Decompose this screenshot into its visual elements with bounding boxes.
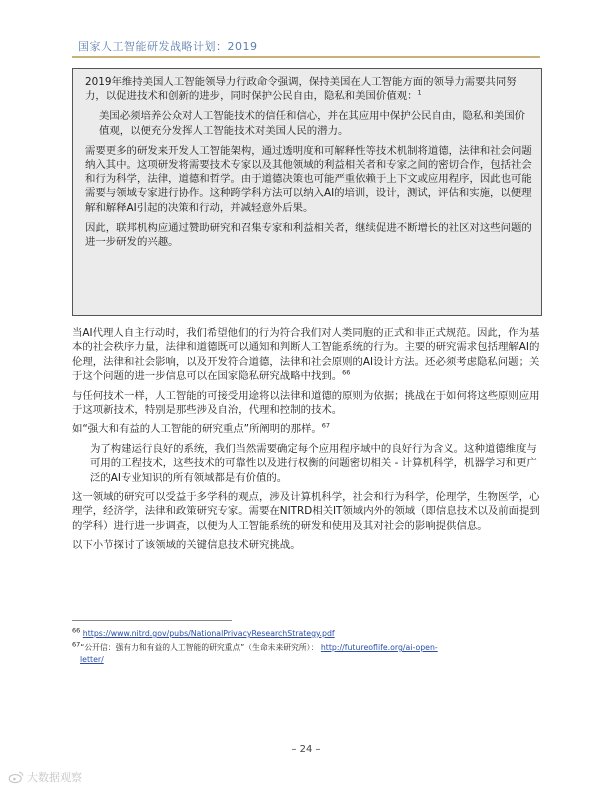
footnote-67-text: “公开信：强有力和有益的人工智能的研究重点”（生命未来研究所）： <box>80 643 319 652</box>
footnote-67-number: 67 <box>72 640 81 649</box>
callout-paragraph-3: 因此，联邦机构应通过赞助研究和召集专家和利益相关者，继续促进不断增长的社区对这些问题的进一步研发的兴趣。 <box>85 221 532 249</box>
footnote-66-link[interactable]: https://www.nitrd.gov/pubs/NationalPrivacyResearchStrategy.pdf <box>82 629 335 638</box>
footnotes <box>72 628 542 668</box>
footnote-67 <box>72 642 542 666</box>
callout-paragraph-2: 需要更多的研发来开发人工智能架构，通过透明度和可解释性等技术机制将道德，法律和社会问题纳入其中。这项研发将需要技术专家以及其他领域的利益相关者和专家之间的密切合作，包括社会和行为科学，法律，道德和哲学。由于道德决策也可能严重依赖于上下文或应用程序，因此也可能需要与领域专家进行协作。这种跨学科方法可以纳入AI的培训，设计，测试，评估和实施，以便理解和解释AI引起的决策和行动，并减轻意外后果。 <box>85 144 532 214</box>
page-number: – 24 – <box>291 744 321 755</box>
weibo-logo-icon <box>8 770 24 784</box>
body-paragraph-1 <box>72 326 542 384</box>
main-body <box>72 326 542 558</box>
footnote-66 <box>72 628 542 640</box>
footnote-66-number: 66 <box>72 626 81 635</box>
running-header: 国家人工智能研发战略计划：2019 <box>78 40 258 53</box>
footnote-67-link[interactable]: http://futureoflife.org/ai-open- <box>320 643 438 652</box>
body-paragraph-3 <box>72 422 542 436</box>
header-rule <box>72 56 540 58</box>
watermark <box>8 768 92 786</box>
watermark-text: 大数据观察 <box>27 771 82 784</box>
footnote-rule <box>72 620 232 621</box>
body-quote: 为了构建运行良好的系统，我们当然需要确定每个应用程序域中的良好行为含义。这种道德维度与可用的工程技术，这些技术的可靠性以及进行权衡的问题密切相关 - 计算机科学，机器学习和更广泛的AI专业知识的所有领域都是有价值的。 <box>90 442 537 484</box>
callout-quote: 美国必须培养公众对人工智能技术的信任和信心，并在其应用中保护公民自由，隐私和美国价值观，以便充分发挥人工智能技术对美国人民的潜力。 <box>99 110 526 137</box>
body-paragraph-2: 与任何技术一样，人工智能的可接受用途将以法律和道德的原则为依据；挑战在于如何将这些原则应用于这项新技术，特别是那些涉及自治，代理和控制的技术。 <box>72 389 540 417</box>
body-paragraph-4: 这一领域的研究可以受益于多学科的观点，涉及计算机科学，社会和行为科学，伦理学，生物医学，心理学，经济学，法律和政策研究专家。需要在NITRD相关IT领域内外的领域（即信息技术以及前面提到的学科）进行进一步调查，以便为人工智能系统的研发和使用及其对社会的影响提供信息。 <box>72 491 540 532</box>
callout-box <box>72 68 542 316</box>
footnote-ref-1[interactable]: 1 <box>417 88 422 97</box>
callout-paragraph-1-text: 2019年维持美国人工智能领导力行政命令强调，保持美国在人工智能方面的领导力需要共同努力，以促进技术和创新的进步，同时保护公民自由，隐私和美国价值观： <box>85 76 517 103</box>
body-paragraph-5: 以下小节探讨了该领域的关键信息技术研究挑战。 <box>72 539 301 552</box>
callout-paragraph-1 <box>85 75 533 103</box>
footnote-ref-67[interactable]: 67 <box>321 421 331 430</box>
body-paragraph-1-text: 当AI代理人自主行动时，我们希望他们的行为符合我们对人类同胞的正式和非正式规范。因此，作为基本的社会秩序力量，法律和道德既可以通知和判断人工智能系统的行为。主要的研究需求包括理解AI的伦理，法律和社会影响，以及开发符合道德，法律和社会原则的AI设计方法。还必须考虑隐私问题；关于这个问题的进一步信息可以在国家隐私研究战略中找到。 <box>72 327 540 383</box>
body-paragraph-3-text: 如“强大和有益的人工智能的研究重点”所阐明的那样。 <box>72 423 322 436</box>
footnote-ref-66[interactable]: 66 <box>342 368 351 377</box>
footnote-67-link-continued[interactable]: letter/ <box>80 655 104 664</box>
